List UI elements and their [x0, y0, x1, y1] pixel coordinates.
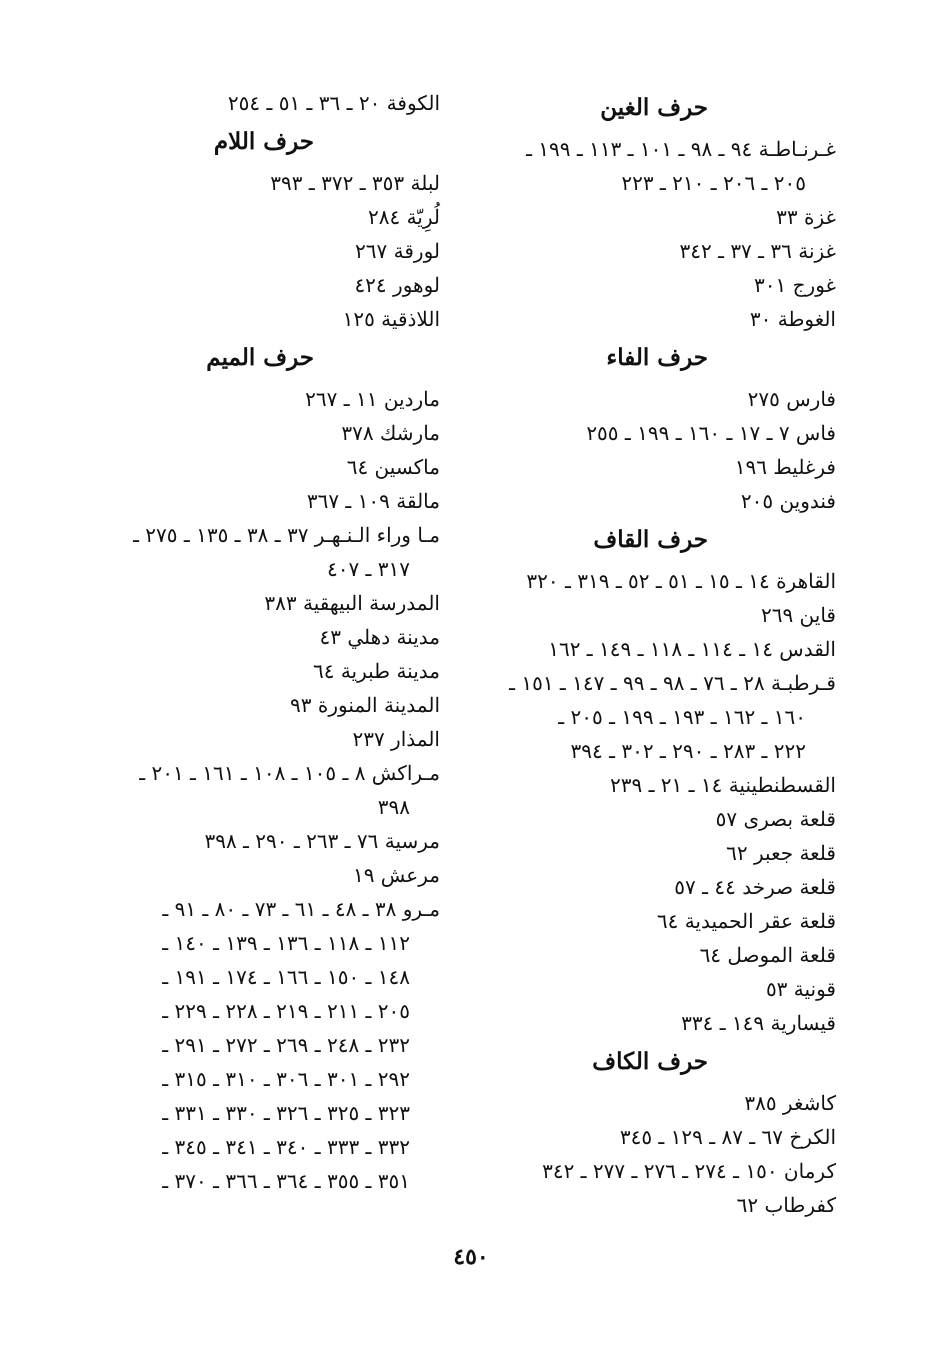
index-entry-continuation: ٢٠٥ ـ ٢٠٦ ـ ٢١٠ ـ ٢٢٣ — [621, 171, 806, 195]
index-entry: قاين ٢٦٩ — [760, 603, 836, 627]
index-entry: المدرسة البيهقية ٣٨٣ — [264, 591, 440, 615]
index-entry-continuation: ٢٠٥ ـ ٢١١ ـ ٢١٩ ـ ٢٢٨ ـ ٢٢٩ ـ — [162, 999, 410, 1023]
section-heading: حرف الميم — [206, 344, 314, 371]
page-number: ٤٥٠ — [453, 1244, 489, 1270]
index-entry-continuation: ٣٥١ ـ ٣٥٥ ـ ٣٦٤ ـ ٣٦٦ ـ ٣٧٠ ـ — [162, 1169, 410, 1193]
index-entry: مـا وراء الـنـهـر ٣٧ ـ ٣٨ ـ ١٣٥ ـ ٢٧٥ ـ — [133, 523, 440, 547]
index-entry: قلعة جعبر ٦٢ — [726, 841, 836, 865]
index-entry: قونية ٥٣ — [765, 977, 836, 1001]
index-entry: لبلة ٣٥٣ ـ ٣٧٢ ـ ٣٩٣ — [270, 171, 440, 195]
index-entry: القسطنطينية ١٤ ـ ٢١ ـ ٢٣٩ — [609, 773, 836, 797]
index-entry: قيسارية ١٤٩ ـ ٣٣٤ — [681, 1011, 836, 1035]
index-entry: الكرخ ٦٧ ـ ٨٧ ـ ١٢٩ ـ ٣٤٥ — [619, 1125, 836, 1149]
index-entry: الكوفة ٢٠ ـ ٣٦ ـ ٥١ ـ ٢٥٤ — [227, 91, 440, 115]
index-entry: غورج ٣٠١ — [754, 273, 836, 297]
index-entry-continuation: ١١٢ ـ ١١٨ ـ ١٣٦ ـ ١٣٩ ـ ١٤٠ ـ — [162, 931, 410, 955]
index-entry: مرسية ٧٦ ـ ٢٦٣ ـ ٢٩٠ ـ ٣٩٨ — [204, 829, 440, 853]
section-heading: حرف الغين — [600, 94, 708, 121]
section-heading: حرف الفاء — [606, 344, 708, 371]
left-column — [80, 86, 440, 1198]
section-heading: حرف اللام — [213, 128, 314, 155]
index-entry: قـرطبـة ٢٨ ـ ٧٦ ـ ٩٨ ـ ٩٩ ـ ١٤٧ ـ ١٥١ ـ — [509, 671, 836, 695]
section-heading: حرف الكاف — [592, 1048, 708, 1075]
index-entry: كفرطاب ٦٢ — [736, 1193, 836, 1217]
index-entry: القاهرة ١٤ ـ ١٥ ـ ٥١ ـ ٥٢ ـ ٣١٩ ـ ٣٢٠ — [526, 569, 836, 593]
index-entry: كاشغر ٣٨٥ — [744, 1091, 836, 1115]
index-entry: ماردين ١١ ـ ٢٦٧ — [305, 387, 440, 411]
index-entry: القدس ١٤ ـ ١١٤ ـ ١١٨ ـ ١٤٩ ـ ١٦٢ — [548, 637, 836, 661]
index-entry-continuation: ٣١٧ ـ ٤٠٧ — [326, 557, 410, 581]
index-entry: فاس ٧ ـ ١٧ ـ ١٦٠ ـ ١٩٩ ـ ٢٥٥ — [586, 421, 836, 445]
index-entry: المذار ٢٣٧ — [352, 727, 440, 751]
index-entry: مالقة ١٠٩ ـ ٣٦٧ — [306, 489, 440, 513]
index-entry: قلعة بصرى ٥٧ — [715, 807, 836, 831]
index-entry: فارس ٢٧٥ — [747, 387, 836, 411]
index-entry: قلعة صرخد ٤٤ ـ ٥٧ — [674, 875, 836, 899]
index-entry-continuation: ١٤٨ ـ ١٥٠ ـ ١٦٦ ـ ١٧٤ ـ ١٩١ ـ — [162, 965, 410, 989]
index-entry: غزة ٣٣ — [776, 205, 836, 229]
index-entry: لورقة ٢٦٧ — [355, 239, 440, 263]
index-entry: مـراكش ٨ ـ ١٠٥ ـ ١٠٨ ـ ١٦١ ـ ٢٠١ ـ — [139, 761, 440, 785]
index-entry: مـرو ٣٨ ـ ٤٨ ـ ٦١ ـ ٧٣ ـ ٨٠ ـ ٩١ ـ — [162, 897, 440, 921]
index-entry: قلعة الموصل ٦٤ — [699, 943, 836, 967]
index-entry-continuation: ٣٩٨ — [377, 795, 410, 819]
index-entry: قلعة عقر الحميدية ٦٤ — [656, 909, 836, 933]
index-entry-continuation: ٢٩٢ ـ ٣٠١ ـ ٣٠٦ ـ ٣١٠ ـ ٣١٥ ـ — [162, 1067, 410, 1091]
index-entry-continuation: ٢٣٢ ـ ٢٤٨ ـ ٢٦٩ ـ ٢٧٢ ـ ٢٩١ ـ — [162, 1033, 410, 1057]
index-entry: المدينة المنورة ٩٣ — [290, 693, 440, 717]
index-entry: غـرنـاطـة ٩٤ ـ ٩٨ ـ ١٠١ ـ ١١٣ ـ ١٩٩ ـ — [526, 137, 836, 161]
index-entry: مدينة دهلي ٤٣ — [319, 625, 440, 649]
index-entry: الغوطة ٣٠ — [749, 307, 836, 331]
index-entry: مارشك ٣٧٨ — [341, 421, 440, 445]
index-entry: كرمان ١٥٠ ـ ٢٧٤ ـ ٢٧٦ ـ ٢٧٧ ـ ٣٤٢ — [542, 1159, 836, 1183]
index-entry: لوهور ٤٢٤ — [354, 273, 440, 297]
index-entry: لُرِيّة ٢٨٤ — [367, 205, 440, 229]
index-entry: مرعش ١٩ — [352, 863, 440, 887]
section-heading: حرف القاف — [593, 526, 708, 553]
index-entry: ماكسين ٦٤ — [346, 455, 440, 479]
index-entry: مدينة طبرية ٦٤ — [312, 659, 440, 683]
index-entry: فندوين ٢٠٥ — [740, 489, 836, 513]
index-entry: غزنة ٣٦ ـ ٣٧ ـ ٣٤٢ — [679, 239, 836, 263]
index-entry-continuation: ٣٢٣ ـ ٣٢٥ ـ ٣٢٦ ـ ٣٣٠ ـ ٣٣١ ـ — [162, 1101, 410, 1125]
index-entry-continuation: ٣٣٢ ـ ٣٣٣ ـ ٣٤٠ ـ ٣٤١ ـ ٣٤٥ ـ — [162, 1135, 410, 1159]
right-column — [474, 86, 836, 1222]
index-entry: فرغليط ١٩٦ — [734, 455, 836, 479]
index-entry: اللاذقية ١٢٥ — [342, 307, 440, 331]
index-entry-continuation: ٢٢٢ ـ ٢٨٣ ـ ٢٩٠ ـ ٣٠٢ ـ ٣٩٤ — [570, 739, 806, 763]
index-entry-continuation: ١٦٠ ـ ١٦٢ ـ ١٩٣ ـ ١٩٩ ـ ٢٠٥ ـ — [558, 705, 806, 729]
